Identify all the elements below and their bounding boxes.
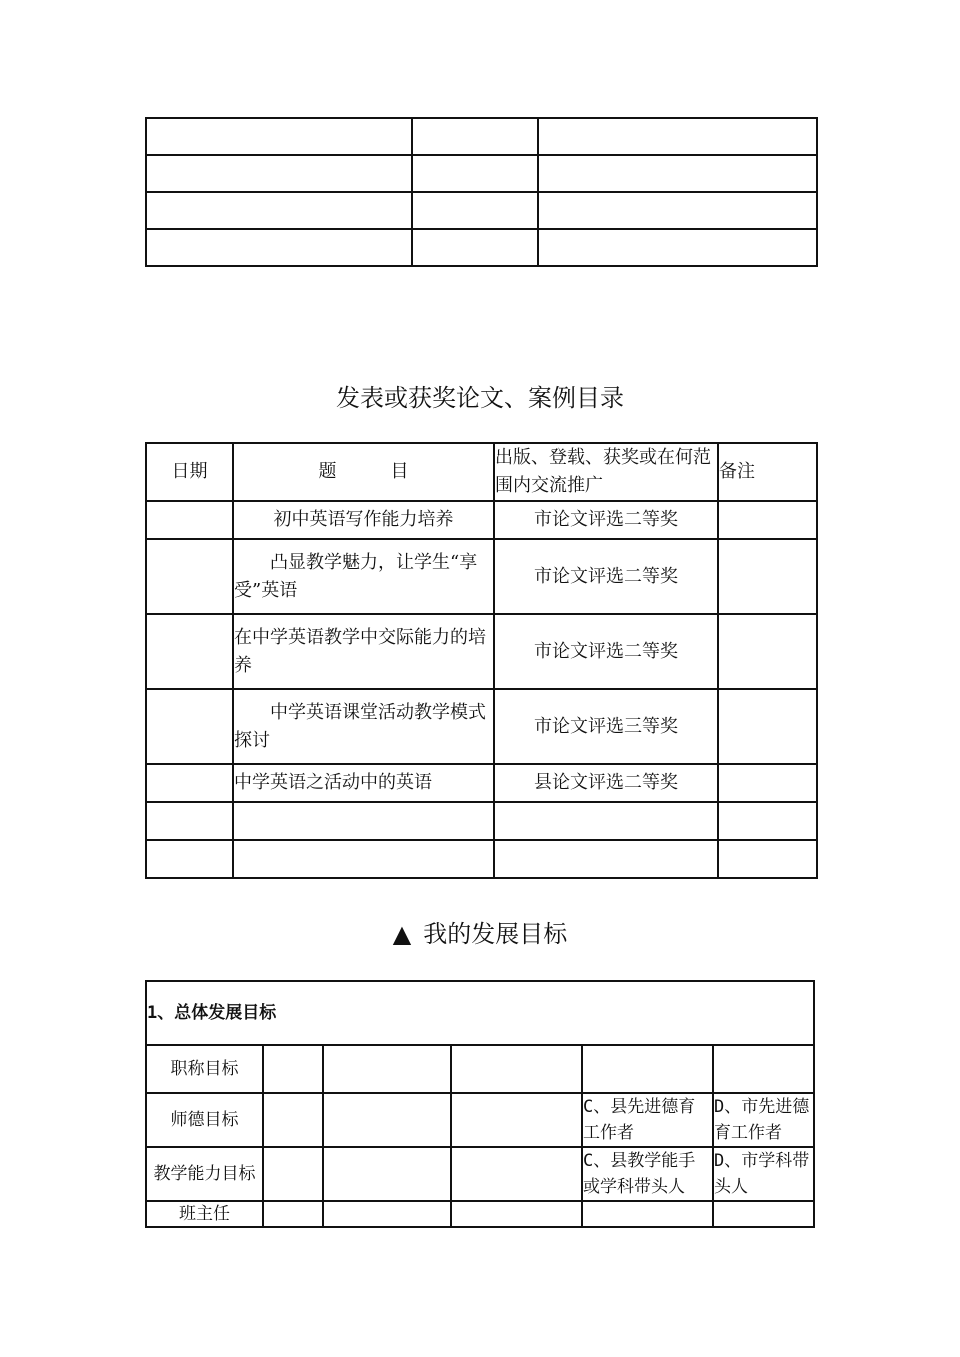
- goal-label: 职称目标: [146, 1045, 263, 1093]
- table-row: [146, 155, 817, 192]
- cell-date: [146, 539, 233, 614]
- table-row: [146, 539, 817, 614]
- table-row-empty: [146, 840, 817, 878]
- goal-row: [146, 1147, 814, 1201]
- cell-publish: 市论文评选二等奖: [494, 539, 718, 614]
- table-row: [146, 229, 817, 266]
- goal-label: 班主任: [146, 1201, 263, 1227]
- table-row: [146, 689, 817, 764]
- cell-note: [718, 539, 817, 614]
- goal-label: 师德目标: [146, 1093, 263, 1147]
- cell-topic: 在中学英语教学中交际能力的培养: [233, 614, 494, 689]
- papers-table: [145, 442, 818, 879]
- table-row: [146, 501, 817, 539]
- goal-option-d: [713, 1045, 814, 1093]
- table-row-empty: [146, 802, 817, 840]
- goal-row: [146, 1201, 814, 1227]
- triangle-icon: ▲: [392, 920, 412, 948]
- goal-option-c: [582, 1045, 713, 1093]
- table-row: [146, 192, 817, 229]
- cell-publish: 市论文评选二等奖: [494, 614, 718, 689]
- header-note: 备注: [718, 443, 817, 501]
- table-row: [146, 764, 817, 802]
- goal-option-c: [582, 1201, 713, 1227]
- goals-title-text: 我的发展目标: [423, 920, 568, 948]
- goal-option-d: D、市学科带头人: [713, 1147, 814, 1201]
- goal-option-d: D、市先进德育工作者: [713, 1093, 814, 1147]
- table-row: [146, 614, 817, 689]
- top-empty-table: [145, 117, 818, 267]
- goal-label: 教学能力目标: [146, 1147, 263, 1201]
- cell-topic: 初中英语写作能力培养: [233, 501, 494, 539]
- header-topic: 题 目: [233, 443, 494, 501]
- overall-goal-row: [146, 981, 814, 1045]
- header-publish: 出版、登载、获奖或在何范围内交流推广: [494, 443, 718, 501]
- cell-topic: 中学英语课堂活动教学模式探讨: [233, 689, 494, 764]
- goals-section-title: [0, 914, 960, 949]
- cell-publish: 市论文评选三等奖: [494, 689, 718, 764]
- table-header-row: [146, 443, 817, 501]
- goal-option-d: [713, 1201, 814, 1227]
- goals-table: [145, 980, 815, 1228]
- table-row: [146, 118, 817, 155]
- cell-note: [718, 501, 817, 539]
- cell-topic: 凸显教学魅力，让学生“享受”英语: [233, 539, 494, 614]
- goal-option-c: C、县先进德育工作者: [582, 1093, 713, 1147]
- cell-note: [718, 614, 817, 689]
- cell-note: [718, 764, 817, 802]
- cell-note: [718, 689, 817, 764]
- cell-date: [146, 614, 233, 689]
- cell-topic: 中学英语之活动中的英语: [233, 764, 494, 802]
- cell-date: [146, 689, 233, 764]
- goal-option-c: C、县教学能手或学科带头人: [582, 1147, 713, 1201]
- goal-row: [146, 1045, 814, 1093]
- cell-date: [146, 501, 233, 539]
- overall-goal-label: 1、总体发展目标: [146, 981, 814, 1045]
- header-date: 日期: [146, 443, 233, 501]
- papers-section-title: 发表或获奖论文、案例目录: [336, 384, 624, 412]
- cell-publish: 县论文评选二等奖: [494, 764, 718, 802]
- goal-row: [146, 1093, 814, 1147]
- cell-date: [146, 764, 233, 802]
- cell-publish: 市论文评选二等奖: [494, 501, 718, 539]
